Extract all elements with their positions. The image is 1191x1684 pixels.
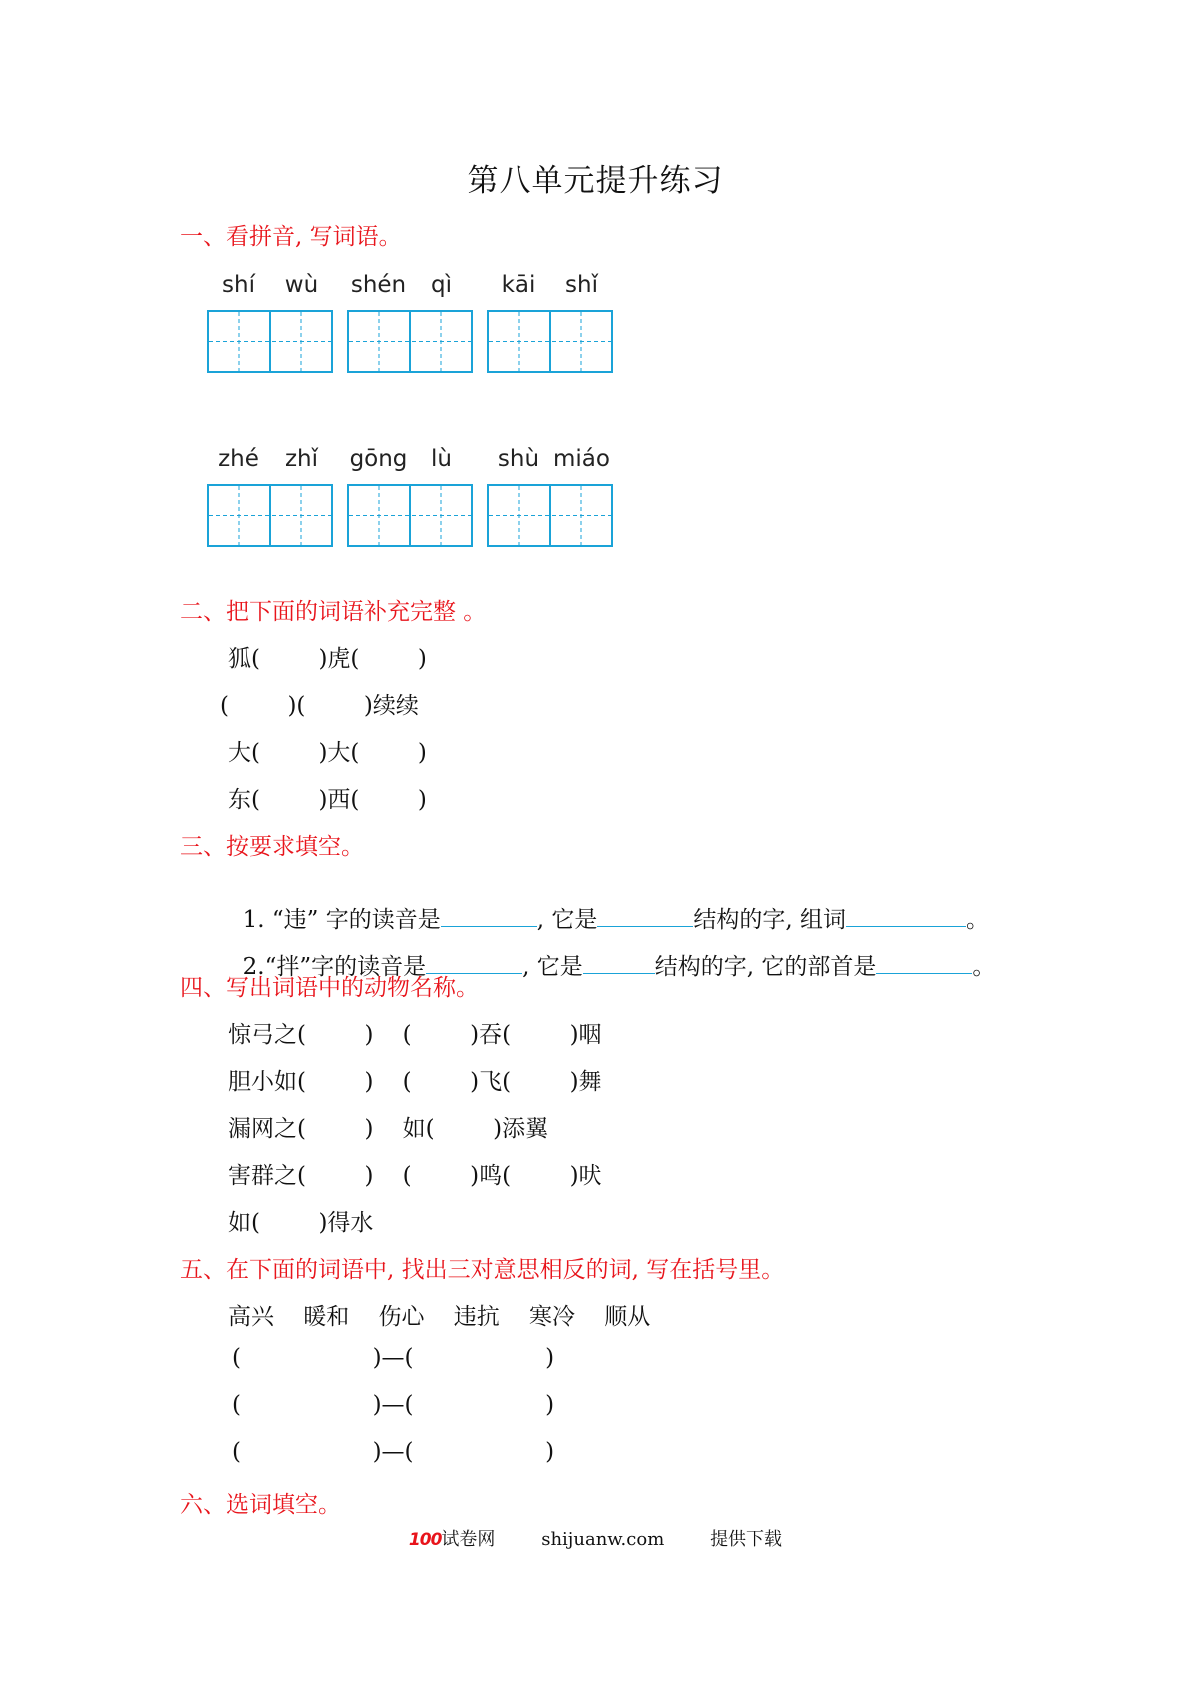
- section-4-heading: 四、写出词语中的动物名称。: [180, 975, 479, 1001]
- footer: [0, 1525, 1191, 1551]
- antonym-pair-blank[interactable]: ( )—( ): [232, 1345, 555, 1371]
- pinyin-label: shén: [350, 272, 407, 298]
- answer-blank[interactable]: [876, 951, 972, 974]
- animal-idiom-line: 如( )得水: [228, 1210, 374, 1236]
- question-text: 1. “违” 字的读音是: [242, 907, 441, 933]
- pinyin-label: kāi: [501, 272, 536, 298]
- question-text: 结构的字, 它的部首是: [654, 954, 877, 980]
- idiom-fill-line: 大( )大( ): [228, 740, 427, 766]
- pinyin-label: gōng: [349, 446, 408, 472]
- question-text: 结构的字, 组词: [693, 907, 846, 933]
- animal-idiom-line: 胆小如( ) ( )飞( )舞: [228, 1069, 602, 1095]
- writing-grid-boxes[interactable]: [347, 310, 473, 373]
- question-text: 2.“拌”字的读音是: [242, 954, 427, 980]
- pinyin-label: lù: [431, 446, 452, 472]
- word-bank: 高兴 暖和 伤心 违抗 寒冷 顺从: [228, 1304, 651, 1330]
- idiom-fill-line: ( )( )续续: [220, 693, 419, 719]
- writing-grid-boxes[interactable]: [487, 310, 613, 373]
- pinyin-label: shǐ: [565, 272, 598, 298]
- question-text: 。: [972, 954, 996, 980]
- section-6-heading: 六、选词填空。: [180, 1492, 341, 1518]
- antonym-pair-blank[interactable]: ( )—( ): [232, 1439, 555, 1465]
- section-3-heading: 三、按要求填空。: [180, 834, 364, 860]
- answer-blank[interactable]: [583, 951, 655, 974]
- idiom-fill-line: 狐( )虎( ): [228, 646, 427, 672]
- section-5-heading: 五、在下面的词语中, 找出三对意思相反的词, 写在括号里。: [180, 1257, 785, 1283]
- antonym-pair-blank[interactable]: ( )—( ): [232, 1392, 555, 1418]
- pinyin-label: qì: [431, 272, 452, 298]
- animal-idiom-line: 漏网之( ) 如( )添翼: [228, 1116, 549, 1142]
- download-note: 提供下载: [710, 1529, 783, 1550]
- idiom-fill-line: 东( )西( ): [228, 787, 427, 813]
- writing-grid-boxes[interactable]: [487, 484, 613, 547]
- pinyin-label: shù: [497, 446, 540, 472]
- site-url[interactable]: shijuanw.com: [541, 1529, 665, 1550]
- pinyin-label: shí: [222, 272, 255, 298]
- pinyin-label: wù: [284, 272, 319, 298]
- pinyin-label: miáo: [553, 446, 610, 472]
- writing-grid-boxes[interactable]: [207, 484, 333, 547]
- question-text: , 它是: [522, 954, 583, 980]
- pinyin-label: zhé: [218, 446, 259, 472]
- question-text: 。: [965, 907, 989, 933]
- section-2-heading: 二、把下面的词语补充完整 。: [180, 599, 487, 625]
- animal-idiom-line: 惊弓之( ) ( )吞( )咽: [228, 1022, 602, 1048]
- writing-grid-boxes[interactable]: [347, 484, 473, 547]
- section-1-heading: 一、看拼音, 写词语。: [180, 224, 402, 250]
- page-title: 第八单元提升练习: [467, 163, 724, 199]
- animal-idiom-line: 害群之( ) ( )鸣( )吠: [228, 1163, 602, 1189]
- question-text: , 它是: [536, 907, 598, 933]
- site-logo: 100: [408, 1530, 442, 1550]
- writing-grid-boxes[interactable]: [207, 310, 333, 373]
- site-name: 试卷网: [441, 1529, 496, 1550]
- pinyin-label: zhǐ: [284, 446, 319, 472]
